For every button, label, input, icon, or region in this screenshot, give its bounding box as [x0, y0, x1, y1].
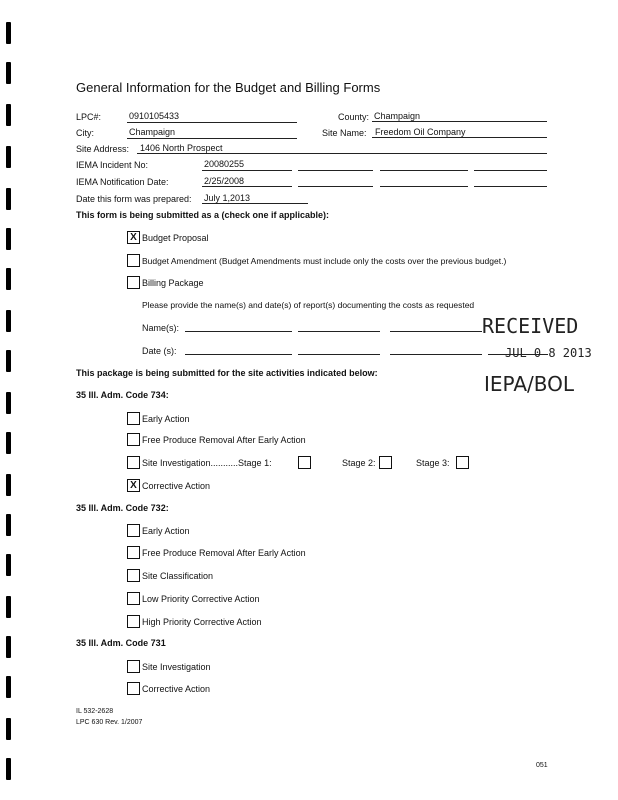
form-revision: LPC 630 Rev. 1/2007 [76, 719, 143, 726]
county-underline [372, 121, 547, 122]
734-stage2-label: Stage 2: [342, 458, 376, 468]
734-stage3-label: Stage 3: [416, 458, 450, 468]
734-stage1-checkbox[interactable] [298, 456, 311, 469]
dates-underline-2[interactable] [298, 354, 380, 355]
732-low-priority-checkbox[interactable] [127, 592, 140, 605]
lpc-underline [127, 122, 297, 123]
billing-package-label: Billing Package [142, 278, 204, 288]
site-name-value[interactable]: Freedom Oil Company [375, 127, 466, 137]
iema-notification-label: IEMA Notification Date: [76, 177, 169, 187]
dates-underline-1[interactable] [185, 354, 292, 355]
lpc-label: LPC#: [76, 112, 102, 122]
734-corrective-action-label: Corrective Action [142, 481, 211, 491]
732-site-classification-label: Site Classification [142, 571, 214, 581]
732-high-priority-label: High Priority Corrective Action [142, 617, 262, 627]
code-731-heading: 35 Ill. Adm. Code 731 [76, 638, 166, 648]
city-label: City: [76, 128, 94, 138]
iema-notification-underline-2 [298, 186, 373, 187]
city-value[interactable]: Champaign [129, 127, 176, 137]
reports-note: Please provide the name(s) and date(s) of report(s) documenting the costs as requested [142, 300, 475, 310]
date-prepared-value[interactable]: July 1,2013 [204, 193, 251, 203]
iema-notification-value[interactable]: 2/25/2008 [204, 176, 245, 186]
site-name-label: Site Name: [322, 128, 367, 138]
date-prepared-underline [202, 203, 308, 204]
iema-incident-label: IEMA Incident No: [76, 160, 149, 170]
received-stamp: RECEIVED [482, 314, 579, 338]
732-high-priority-checkbox[interactable] [127, 615, 140, 628]
734-free-product-label: Free Produce Removal After Early Action [142, 435, 306, 445]
date-prepared-label: Date this form was prepared: [76, 194, 192, 204]
734-site-investigation-label: Site Investigation...........Stage 1: [142, 458, 272, 468]
names-underline-3[interactable] [390, 331, 482, 332]
budget-amendment-checkbox[interactable] [127, 254, 140, 267]
activities-heading: This package is being submitted for the site activities indicated below: [76, 368, 378, 378]
dates-underline-3[interactable] [390, 354, 482, 355]
names-underline-1[interactable] [185, 331, 292, 332]
lpc-value[interactable]: 0910105433 [129, 111, 180, 121]
site-address-underline [137, 153, 547, 154]
732-early-action-checkbox[interactable] [127, 524, 140, 537]
received-stamp-agency: IEPA/BOL [484, 372, 574, 396]
732-early-action-label: Early Action [142, 526, 190, 536]
county-value[interactable]: Champaign [374, 111, 421, 121]
site-name-underline [372, 137, 547, 138]
iema-incident-underline-1 [202, 170, 292, 171]
734-free-product-checkbox[interactable] [127, 433, 140, 446]
names-underline-2[interactable] [298, 331, 380, 332]
iema-incident-underline-3 [380, 170, 468, 171]
iema-notification-underline-1 [202, 186, 292, 187]
732-free-product-checkbox[interactable] [127, 546, 140, 559]
734-early-action-label: Early Action [142, 414, 190, 424]
budget-proposal-label: Budget Proposal [142, 233, 209, 243]
code-732-heading: 35 Ill. Adm. Code 732: [76, 503, 169, 513]
code-734-heading: 35 Ill. Adm. Code 734: [76, 390, 169, 400]
734-site-investigation-checkbox[interactable] [127, 456, 140, 469]
732-site-classification-checkbox[interactable] [127, 569, 140, 582]
billing-package-checkbox[interactable] [127, 276, 140, 289]
county-label: County: [338, 112, 370, 122]
page-title: General Information for the Budget and Billing Forms [76, 80, 381, 95]
732-free-product-label: Free Produce Removal After Early Action [142, 548, 306, 558]
iema-notification-underline-4 [474, 186, 547, 187]
names-label: Name(s): [142, 323, 180, 333]
734-stage2-checkbox[interactable] [379, 456, 392, 469]
received-stamp-date: JUL 0 8 2013 [505, 346, 592, 360]
page-number: 051 [536, 762, 548, 769]
dates-label: Date (s): [142, 346, 177, 356]
731-site-investigation-checkbox[interactable] [127, 660, 140, 673]
iema-notification-underline-3 [380, 186, 468, 187]
734-early-action-checkbox[interactable] [127, 412, 140, 425]
site-address-label: Site Address: [76, 144, 130, 154]
submission-heading: This form is being submitted as a (check one if applicable): [76, 210, 330, 220]
iema-incident-underline-4 [474, 170, 547, 171]
731-site-investigation-label: Site Investigation [142, 662, 211, 672]
iema-incident-underline-2 [298, 170, 373, 171]
731-corrective-action-label: Corrective Action [142, 684, 211, 694]
734-stage3-checkbox[interactable] [456, 456, 469, 469]
budget-amendment-label: Budget Amendment (Budget Amendments must include only the costs over the previous budget.) [142, 256, 507, 266]
732-low-priority-label: Low Priority Corrective Action [142, 594, 260, 604]
city-underline [127, 138, 297, 139]
iema-incident-value[interactable]: 20080255 [204, 159, 245, 169]
site-address-value[interactable]: 1406 North Prospect [140, 143, 223, 153]
form-id: IL 532-2628 [76, 708, 114, 715]
budget-proposal-checkbox[interactable]: X [127, 231, 140, 244]
731-corrective-action-checkbox[interactable] [127, 682, 140, 695]
734-corrective-action-checkbox[interactable]: X [127, 479, 140, 492]
